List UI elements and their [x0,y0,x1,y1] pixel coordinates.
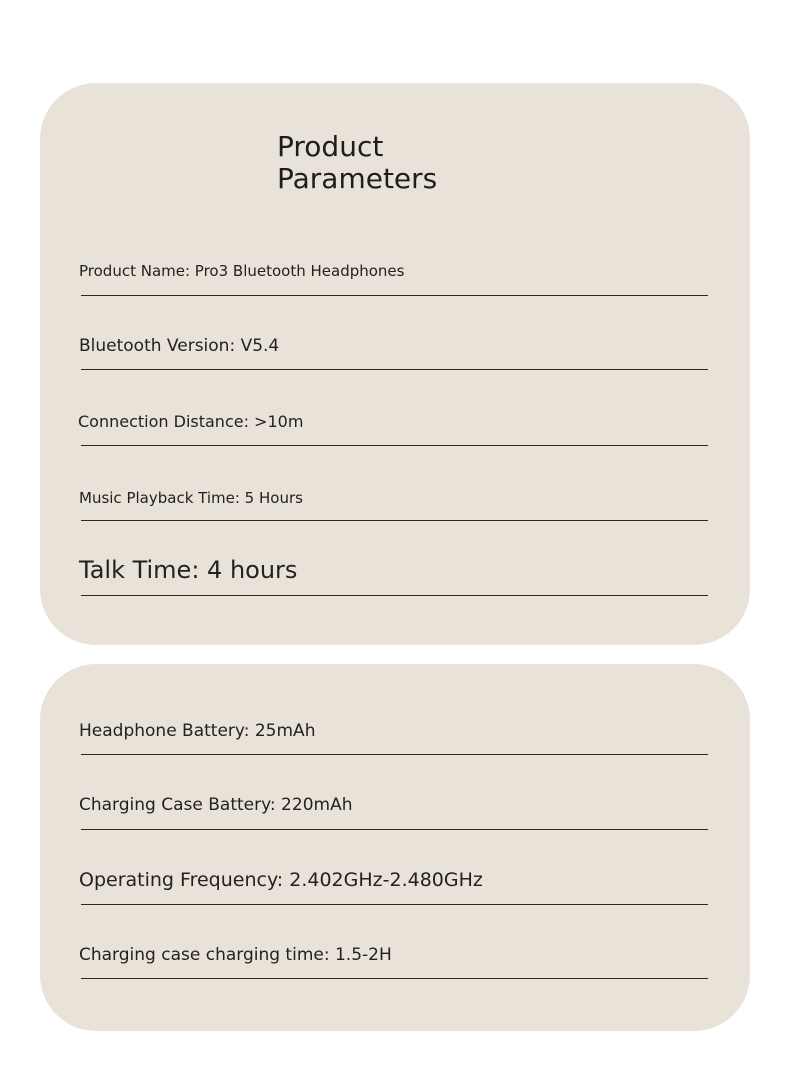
divider [81,978,708,979]
divider [81,595,708,596]
divider [81,754,708,755]
parameters-card-bottom [40,664,750,1031]
page-title [277,131,437,195]
divider [81,520,708,521]
param-connection-distance: Connection Distance: >10m [78,412,304,431]
divider [81,829,708,830]
param-headphone-battery: Headphone Battery: 25mAh [79,721,316,741]
divider [81,904,708,905]
param-talk-time: Talk Time: 4 hours [79,556,298,584]
divider [81,369,708,370]
param-music-playback-time: Music Playback Time: 5 Hours [79,489,303,507]
parameters-card-top [40,83,750,645]
divider [81,295,708,296]
title-line-1: Product [277,130,384,163]
title-line-2: Parameters [277,162,438,195]
param-product-name: Product Name: Pro3 Bluetooth Headphones [79,262,405,280]
param-charging-case-battery: Charging Case Battery: 220mAh [79,795,353,815]
param-bluetooth-version: Bluetooth Version: V5.4 [79,336,280,356]
divider [81,445,708,446]
param-case-charging-time: Charging case charging time: 1.5-2H [79,945,392,965]
param-operating-frequency: Operating Frequency: 2.402GHz-2.480GHz [79,869,483,891]
